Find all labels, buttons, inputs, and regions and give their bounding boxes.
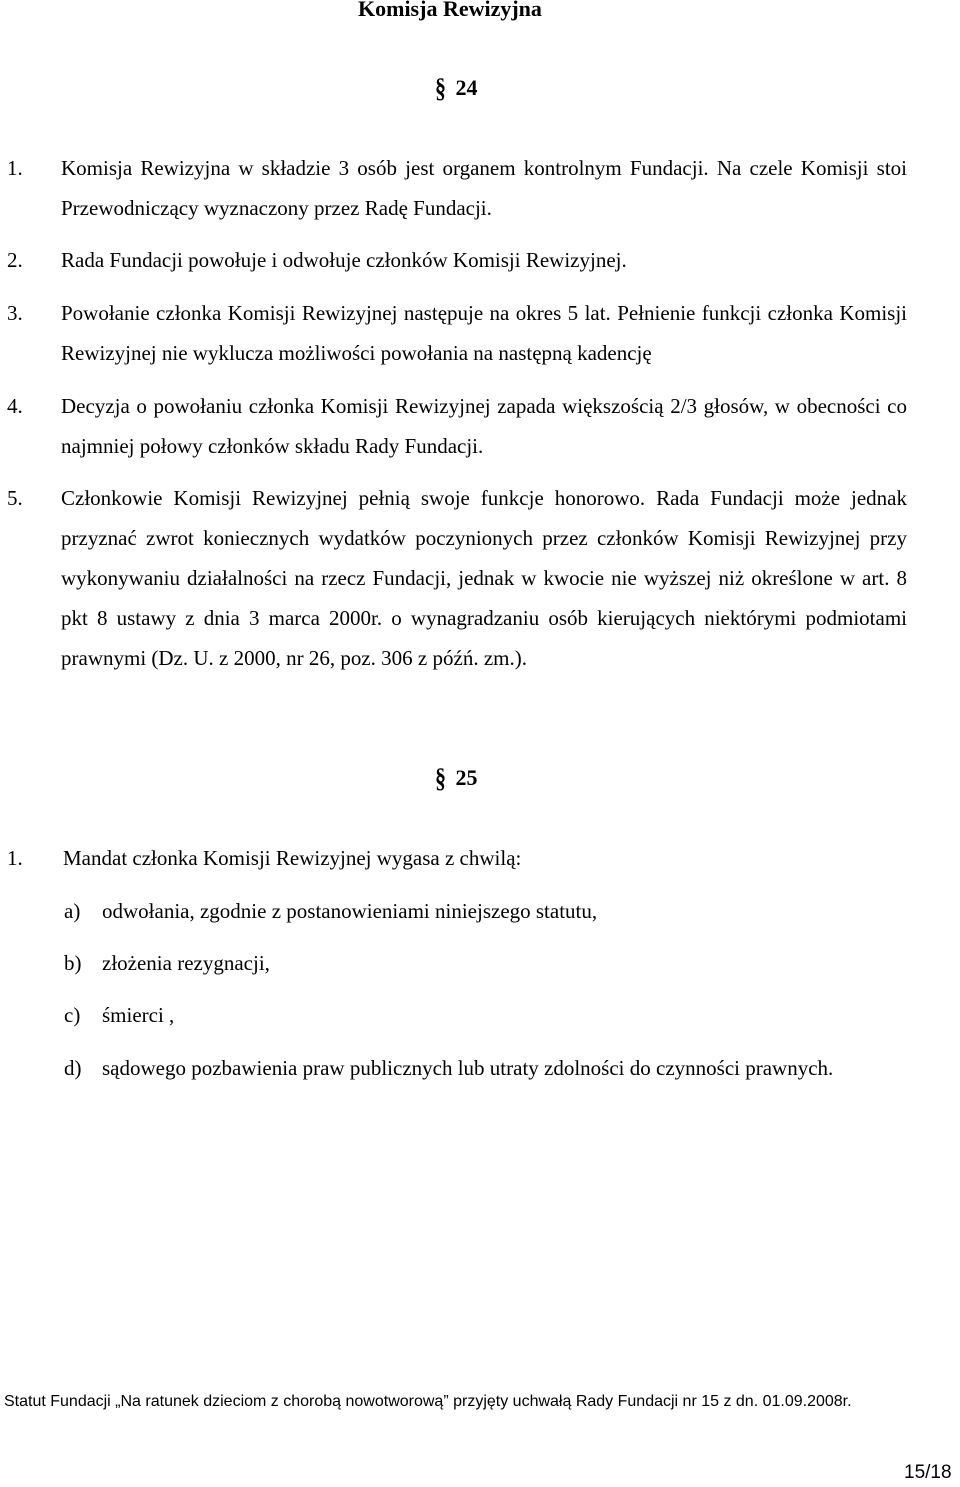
sub-item-text: złożenia rezygnacji, <box>102 951 270 975</box>
item-number: 4. <box>7 394 23 418</box>
item-number: 2. <box>7 248 23 272</box>
sub-item-text: śmierci , <box>102 1003 175 1027</box>
sub-item-letter: a) <box>64 899 81 923</box>
section-sign: § <box>435 761 446 793</box>
section-number: 25 <box>455 765 478 790</box>
sub-item-letter: c) <box>64 1003 81 1027</box>
item-number: 1. <box>7 156 23 180</box>
page-number: 15/18 <box>904 1462 952 1483</box>
section-sign: § <box>435 71 446 103</box>
item-text: Mandat członka Komisji Rewizyjnej wygasa z chwilą: <box>63 846 522 870</box>
sub-item-text: sądowego pozbawienia praw publicznych lub utraty zdolności do czynności prawnych. <box>102 1056 834 1080</box>
item-number: 3. <box>7 301 23 325</box>
section-number: 24 <box>455 75 478 100</box>
item-text: Członkowie Komisji Rewizyjnej pełnią swoje funkcje honorowo. Rada Fundacji może jednak przyznać zwrot koniecznych wydatków poczynionych przez członków Komisji Rewizyjnej przy wykonywaniu działalności na rzecz Fundacji, jednak w kwocie nie wyższej niż określone w art. 8 pkt 8 ustawy z dnia 3 marca 2000r. o wynagradzaniu osób kierujących niektórymi podmiotami prawnymi (Dz. U. z 2000, nr 26, poz. 306 z późń. zm.). <box>61 486 907 670</box>
section-heading-24 <box>435 71 478 103</box>
sub-item-text: odwołania, zgodnie z postanowieniami niniejszego statutu, <box>102 899 598 923</box>
sub-item-letter: d) <box>64 1056 82 1080</box>
item-number: 1. <box>7 846 23 870</box>
sub-item-letter: b) <box>64 951 82 975</box>
item-text: Komisja Rewizyjna w składzie 3 osób jest organem kontrolnym Fundacji. Na czele Komisji stoi Przewodniczący wyznaczony przez Radę Fundacji. <box>61 156 907 220</box>
item-text: Rada Fundacji powołuje i odwołuje członków Komisji Rewizyjnej. <box>61 248 627 272</box>
page-title: Komisja Rewizyjna <box>358 0 542 21</box>
item-text: Powołanie członka Komisji Rewizyjnej następuje na okres 5 lat. Pełnienie funkcji członka Komisji Rewizyjnej nie wyklucza możliwości powołania na następną kadencję <box>61 301 907 365</box>
item-number: 5. <box>7 486 23 510</box>
item-text: Decyzja o powołaniu członka Komisji Rewizyjnej zapada większością 2/3 głosów, w obecności co najmniej połowy członków składu Rady Fundacji. <box>61 394 907 458</box>
section-heading-25 <box>435 761 478 793</box>
footer-text: Statut Fundacji „Na ratunek dzieciom z chorobą nowotworową” przyjęty uchwałą Rady Fundacji nr 15 z dn. 01.09.2008r. <box>4 1393 852 1410</box>
